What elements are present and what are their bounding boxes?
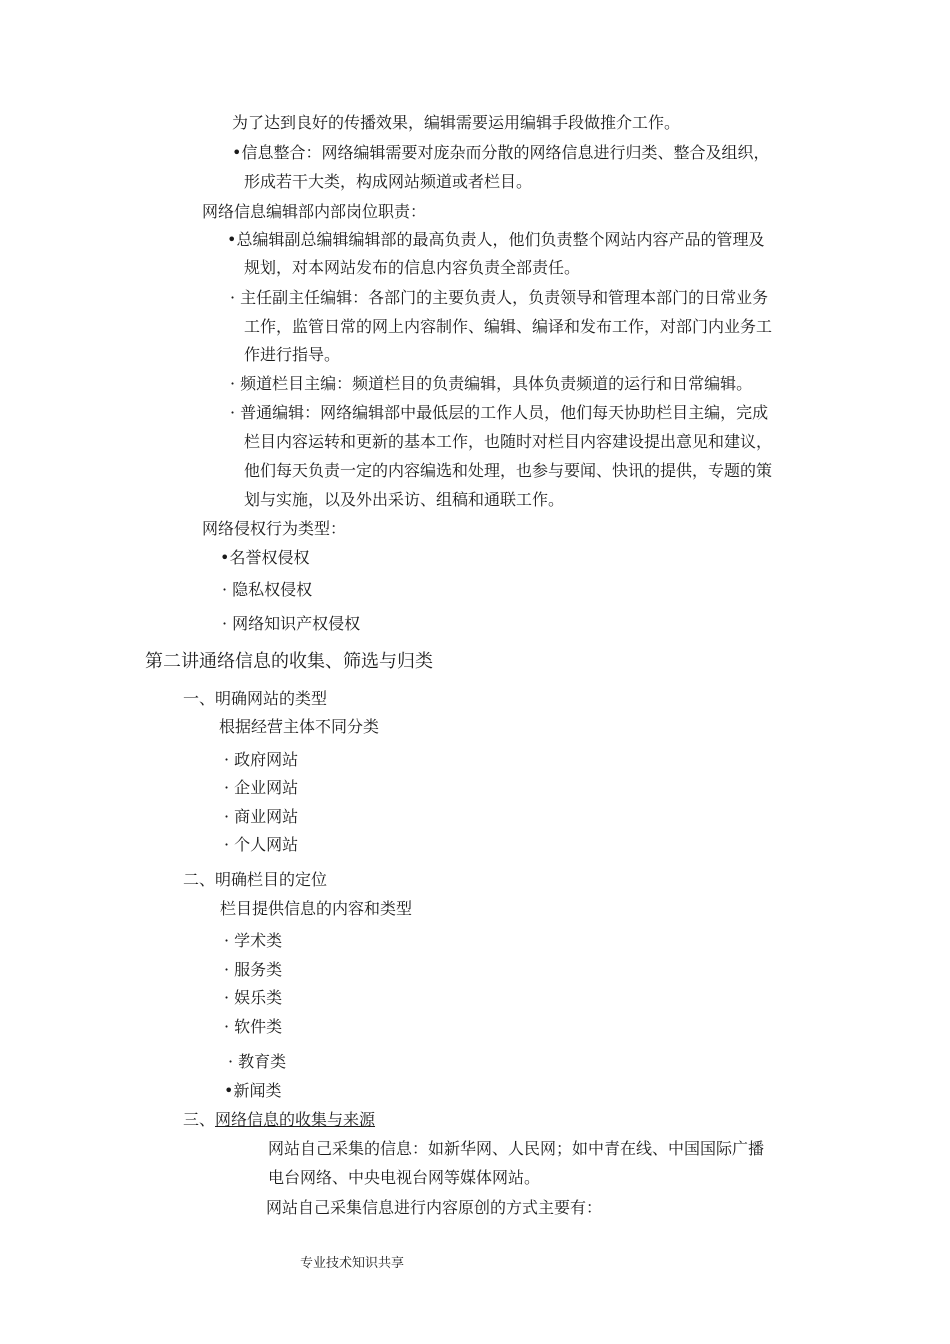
bullet-item: •总编辑副总编辑编辑部的最高负责人，他们负责整个网站内容产品的管理及	[227, 230, 765, 249]
section-number: 三、	[183, 1110, 216, 1129]
list-item: · 企业网站	[224, 778, 299, 797]
list-item: · 个人网站	[224, 835, 299, 854]
section-heading	[183, 1110, 375, 1130]
subheading: 根据经营主体不同分类	[219, 717, 380, 736]
bullet-item: · 普通编辑：网络编辑部中最低层的工作人员，他们每天协助栏目主编，完成	[230, 403, 769, 422]
list-item: · 娱乐类	[224, 988, 283, 1007]
section-heading	[183, 870, 327, 890]
paragraph-line: 电台网络、中央电视台网等媒体网站。	[268, 1168, 541, 1187]
list-item: · 商业网站	[224, 807, 299, 826]
list-item: •新闻类	[224, 1081, 282, 1100]
paragraph-line: 划与实施，以及外出采访、组稿和通联工作。	[244, 490, 565, 509]
list-item: · 隐私权侵权	[222, 580, 313, 599]
list-item: · 软件类	[224, 1017, 283, 1036]
section-title: 网络信息的收集与来源	[215, 1110, 376, 1129]
section-title: 明确网站的类型	[215, 689, 328, 708]
list-item: · 教育类	[228, 1052, 287, 1071]
paragraph-line: 网站自己采集的信息：如新华网、人民网；如中青在线、中国国际广播	[268, 1139, 765, 1158]
chapter-heading: 第二讲通络信息的收集、筛选与归类	[145, 651, 433, 672]
section-number: 二、	[183, 870, 216, 889]
bullet-item: · 频道栏目主编：频道栏目的负责编辑，具体负责频道的运行和日常编辑。	[230, 374, 753, 393]
subheading: 栏目提供信息的内容和类型	[220, 899, 413, 918]
paragraph-line: 形成若干大类，构成网站频道或者栏目。	[244, 172, 533, 191]
list-item: · 学术类	[224, 931, 283, 950]
section-label: 网络侵权行为类型：	[202, 519, 347, 538]
section-label: 网络信息编辑部内部岗位职责：	[202, 202, 427, 221]
page-footer: 专业技术知识共享	[300, 1256, 405, 1271]
paragraph-line: 网站自己采集信息进行内容原创的方式主要有：	[266, 1198, 603, 1217]
paragraph-line: 工作，监管日常的网上内容制作、编辑、编译和发布工作，对部门内业务工	[244, 317, 773, 336]
paragraph-line: 作进行指导。	[244, 345, 341, 364]
section-number: 一、	[183, 689, 216, 708]
list-item: · 服务类	[224, 960, 283, 979]
paragraph-line: 他们每天负责一定的内容编选和处理，也参与要闻、快讯的提供，专题的策	[244, 461, 773, 480]
bullet-item: · 主任副主任编辑：各部门的主要负责人，负责领导和管理本部门的日常业务	[230, 288, 769, 307]
section-title: 明确栏目的定位	[215, 870, 328, 889]
paragraph-line: 为了达到良好的传播效果，编辑需要运用编辑手段做推介工作。	[232, 113, 681, 132]
bullet-item: •信息整合：网络编辑需要对庞杂而分散的网络信息进行归类、整合及组织，	[232, 143, 770, 162]
paragraph-line: 规划，对本网站发布的信息内容负责全部责任。	[244, 258, 581, 277]
paragraph-line: 栏目内容运转和更新的基本工作，也随时对栏目内容建设提出意见和建议，	[244, 432, 773, 451]
list-item: · 政府网站	[224, 750, 299, 769]
section-heading	[183, 689, 327, 709]
list-item: · 网络知识产权侵权	[222, 614, 361, 633]
list-item: •名誉权侵权	[220, 548, 310, 567]
